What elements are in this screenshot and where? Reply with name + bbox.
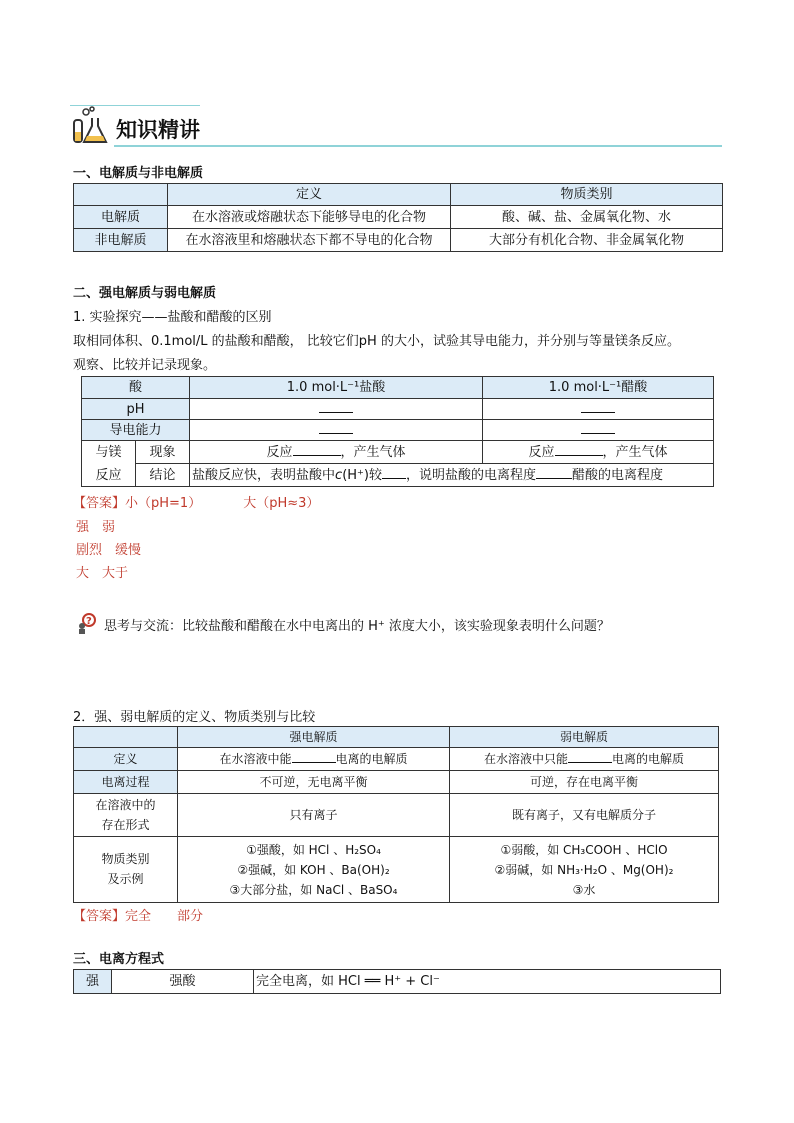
- s1-row-cat: 大部分有机化合物、非金属氧化物: [451, 229, 723, 252]
- t2-r-mg1: 与镁: [95, 444, 122, 460]
- s1-row-name: 非电解质: [74, 229, 168, 252]
- t3-def-strong: 在水溶液中能 电离的电解质: [178, 748, 450, 771]
- strong-weak-table: [73, 726, 719, 903]
- answer-4: 大 大于: [76, 566, 129, 581]
- t3-r-form2: 存在形式: [101, 817, 150, 832]
- s3-c3: 完全电离，如 HCl ══ H⁺ + Cl⁻: [254, 970, 721, 994]
- t2-ph-hcl-blank: [190, 399, 483, 420]
- answer-block-1: [73, 492, 473, 511]
- s1-row-cat: 酸、碱、盐、金属氧化物、水: [451, 206, 723, 229]
- t3-form-weak: 既有离子，又有电解质分子: [450, 794, 719, 837]
- s3-heading: 三、电离方程式: [73, 952, 165, 967]
- s1-col-def: 定义: [168, 184, 451, 206]
- t3-h-strong: 强电解质: [178, 727, 450, 748]
- answer-1a: 小（pH=1）: [125, 496, 202, 511]
- s3-c2: 强酸: [112, 970, 254, 994]
- t2-cond-hcl-blank: [190, 420, 483, 441]
- s2-para1: 取相同体积、0.1mol/L 的盐酸和醋酸， 比较它们pH 的大小，试验其导电能力，并分别与等量镁条反应。: [73, 334, 680, 349]
- t3-corner: [74, 727, 178, 748]
- question-person-icon: [76, 612, 98, 634]
- header-rule: [114, 145, 722, 147]
- t2-h-acid: 酸: [82, 377, 190, 399]
- t3-r-form1: 在溶液中的: [95, 797, 156, 812]
- t3-ex-w2: ②弱碱，如 NH₃·H₂O 、Mg(OH)₂: [494, 862, 674, 877]
- t2-r-cond: 导电能力: [82, 420, 190, 441]
- t2-r-mg2: 反应: [95, 467, 122, 483]
- t2-conclusion: 盐酸反应快，表明盐酸中c(H⁺)较 ，说明盐酸的电离程度 醋酸的电离程度: [190, 464, 714, 487]
- answer-3: 剧烈 缓慢: [76, 543, 142, 558]
- t2-r-mg: [82, 441, 136, 487]
- s2-heading: 二、强电解质与弱电解质: [73, 286, 217, 301]
- t3-def-weak: 在水溶液中只能 电离的电解质: [450, 748, 719, 771]
- answer-2: 强 弱: [76, 520, 116, 535]
- s1-heading: 一、电解质与非电解质: [73, 166, 204, 181]
- s2-sub1: 1. 实验探究——盐酸和醋酸的区别: [73, 310, 272, 325]
- t2-r-phen: 现象: [136, 441, 190, 464]
- t2-h-hac: 1.0 mol·L⁻¹醋酸: [483, 377, 714, 399]
- s2-para2: 观察、比较并记录现象。: [73, 358, 217, 373]
- answer-1b: 大（pH≈3）: [243, 496, 320, 511]
- answer-5b: 部分: [177, 909, 204, 924]
- t3-r-ex2: 及示例: [107, 872, 144, 886]
- answer-label: 【答案】: [73, 909, 126, 924]
- header-title: 知识精讲: [116, 118, 200, 142]
- think-discuss: 思考与交流：比较盐酸和醋酸在水中电离出的 H⁺ 浓度大小，该实验现象表明什么问题？: [104, 619, 610, 634]
- t3-r-ex1: 物质类别: [101, 852, 150, 866]
- answer-label: 【答案】: [73, 496, 126, 511]
- s1-table: [73, 183, 723, 252]
- t2-ph-hac-blank: [483, 399, 714, 420]
- t3-form-strong: 只有离子: [178, 794, 450, 837]
- t2-r-ph: pH: [82, 399, 190, 420]
- t3-r-def: 定义: [74, 748, 178, 771]
- chemistry-flask-icon: [70, 106, 114, 146]
- t2-r-conc: 结论: [136, 464, 190, 487]
- section-header: [70, 104, 722, 148]
- s1-row-def: 在水溶液或熔融状态下能够导电的化合物: [168, 206, 451, 229]
- answer-5a: 完全: [125, 909, 152, 924]
- t2-cond-hac-blank: [483, 420, 714, 441]
- t3-ex-w3: ③水: [572, 882, 596, 897]
- t3-ex-w1: ①弱酸，如 CH₃COOH 、HClO: [500, 842, 668, 857]
- t2-h-hcl: 1.0 mol·L⁻¹盐酸: [190, 377, 483, 399]
- t3-proc-strong: 不可逆，无电离平衡: [178, 771, 450, 794]
- t2-phen-hac: 反应 ，产生气体: [483, 441, 714, 464]
- answer-block-2: [73, 905, 203, 924]
- acid-compare-table: [81, 376, 714, 487]
- s1-col-cat: 物质类别: [451, 184, 723, 206]
- s2-sub2: 2．强、弱电解质的定义、物质类别与比较: [73, 710, 316, 725]
- t3-ex-weak: [450, 837, 719, 903]
- header-rule-top: [70, 105, 200, 106]
- t3-r-proc: 电离过程: [74, 771, 178, 794]
- s1-corner: [74, 184, 168, 206]
- t2-phen-hcl: 反应 ，产生气体: [190, 441, 483, 464]
- t3-ex-strong: [178, 837, 450, 903]
- t3-r-ex: [74, 837, 178, 903]
- t3-ex-s3: ③大部分盐，如 NaCl 、BaSO₄: [229, 882, 398, 897]
- ionization-table: [73, 969, 721, 994]
- t3-ex-s2: ②强碱，如 KOH 、Ba(OH)₂: [237, 862, 390, 877]
- s1-row-def: 在水溶液里和熔融状态下都不导电的化合物: [168, 229, 451, 252]
- t3-h-weak: 弱电解质: [450, 727, 719, 748]
- s1-row-name: 电解质: [74, 206, 168, 229]
- s3-c1: 强: [74, 970, 112, 994]
- t3-proc-weak: 可逆，存在电离平衡: [450, 771, 719, 794]
- t3-ex-s1: ①强酸，如 HCl 、H₂SO₄: [246, 842, 381, 857]
- t3-r-form: [74, 794, 178, 837]
- svg-text:?: ?: [86, 616, 92, 627]
